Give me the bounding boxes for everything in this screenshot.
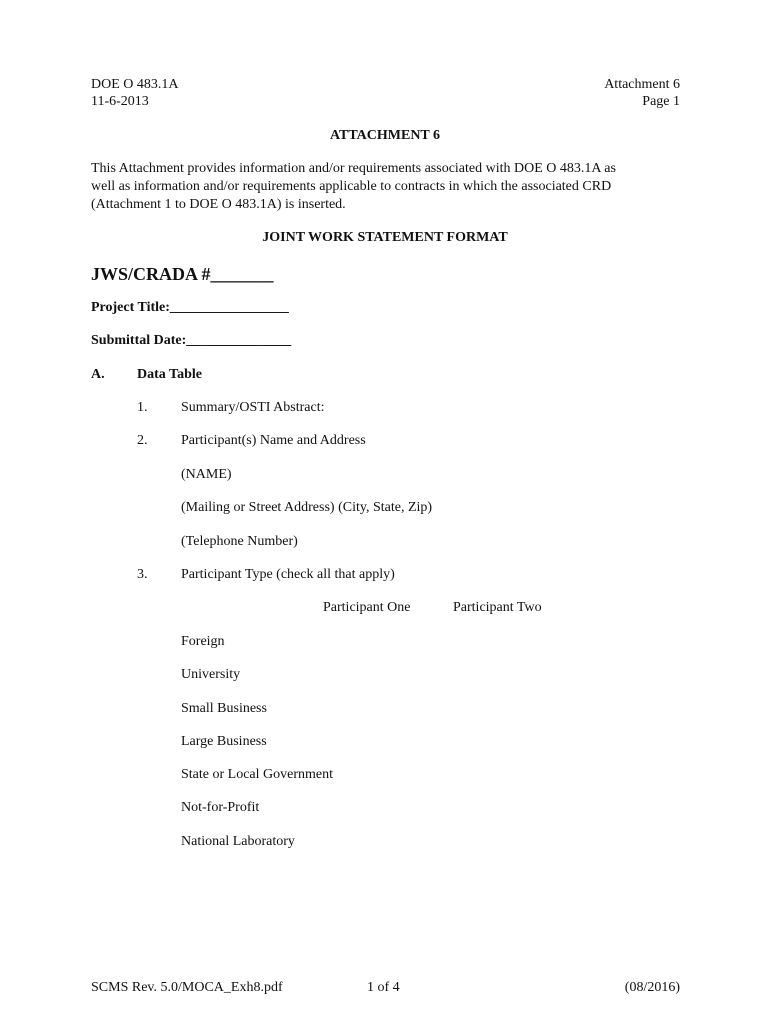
footer-file: SCMS Rev. 5.0/MOCA_Exh8.pdf	[91, 980, 283, 995]
participant-type-row: Not-for-Profit	[181, 800, 260, 815]
item-number: 3.	[137, 567, 148, 582]
jws-crada-number: JWS/CRADA #_______	[91, 264, 274, 284]
footer-page-count: 1 of 4	[367, 980, 400, 995]
page-label: Page 1	[642, 94, 680, 109]
item-participant-type: Participant Type (check all that apply)	[181, 567, 395, 582]
item-summary-abstract: Summary/OSTI Abstract:	[181, 400, 325, 415]
footer-revision-date: (08/2016)	[624, 980, 680, 995]
participant-type-row: Large Business	[181, 734, 267, 749]
doc-date: 11-6-2013	[91, 94, 149, 109]
intro-line: (Attachment 1 to DOE O 483.1A) is inserted.	[91, 197, 346, 212]
doc-id: DOE O 483.1A	[91, 77, 179, 92]
participant-address-field: (Mailing or Street Address) (City, State, Zip)	[181, 500, 433, 515]
item-number: 2.	[137, 433, 148, 448]
item-participant-name-address: Participant(s) Name and Address	[181, 433, 366, 448]
column-participant-one: Participant One	[323, 600, 411, 615]
participant-name-field: (NAME)	[181, 467, 232, 482]
project-title-field: Project Title:_________________	[91, 300, 289, 315]
item-number: 1.	[137, 400, 148, 415]
participant-type-row: State or Local Government	[181, 767, 334, 782]
intro-line: This Attachment provides information and/or requirements associated with DOE O 483.1A as	[91, 161, 616, 176]
participant-type-row: Foreign	[181, 634, 225, 649]
participant-type-row: Small Business	[181, 701, 267, 716]
section-a-title: Data Table	[137, 367, 202, 382]
page-title: ATTACHMENT 6	[329, 128, 441, 143]
intro-line: well as information and/or requirements applicable to contracts in which the associated CRD	[91, 179, 612, 194]
intro-paragraph	[91, 160, 681, 214]
participant-type-row: University	[181, 667, 241, 682]
section-a-letter: A.	[91, 367, 105, 382]
attachment-label: Attachment 6	[604, 77, 680, 92]
participant-telephone-field: (Telephone Number)	[181, 534, 298, 549]
participant-type-row: National Laboratory	[181, 834, 295, 849]
format-title: JOINT WORK STATEMENT FORMAT	[262, 230, 508, 245]
submittal-date-field: Submittal Date:_______________	[91, 333, 292, 348]
column-participant-two: Participant Two	[453, 600, 542, 615]
